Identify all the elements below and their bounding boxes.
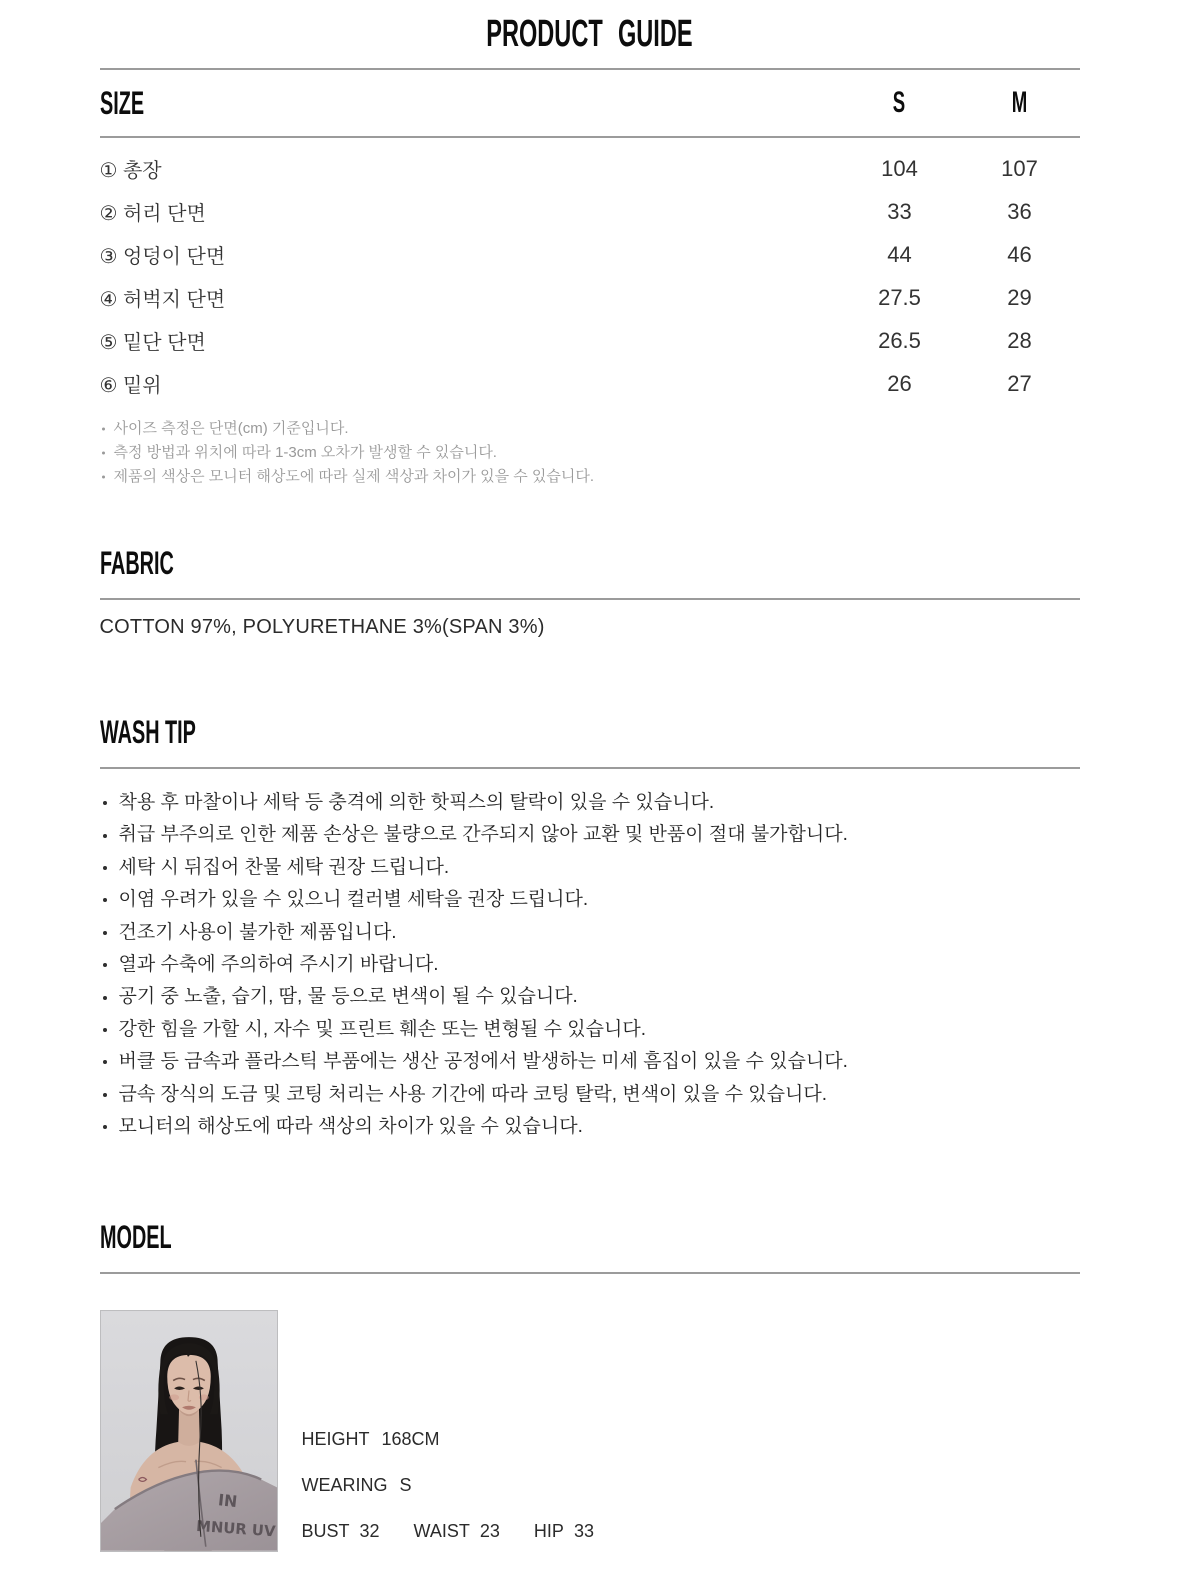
fabric-section-heading: FABRIC [99, 545, 174, 581]
size-value-m: 36 [1007, 198, 1032, 224]
size-row-label: ④ 허벅지 단면 [99, 289, 226, 311]
fabric-composition: COTTON 97%, POLYURETHANE 3%(SPAN 3%) [99, 616, 545, 638]
size-value-s: 33 [887, 198, 912, 224]
fabric-section [100, 545, 1080, 640]
table-row [100, 190, 1080, 233]
table-row [100, 147, 1080, 190]
wash-tip-item: 금속 장식의 도금 및 코팅 처리는 사용 기간에 따라 코팅 탈락, 변색이 있을 수 있습니다. [100, 1079, 1080, 1111]
wash-tip-list [100, 787, 1080, 1143]
size-row-label: ③ 엉덩이 단면 [99, 246, 226, 268]
model-wearing-label: WEARING [301, 1475, 388, 1496]
size-row-label: ① 총장 [99, 160, 162, 182]
wash-tip-section [100, 714, 1080, 1143]
wash-tip-item: 세탁 시 뒤집어 찬물 세탁 권장 드립니다. [100, 852, 1080, 884]
divider [100, 767, 1080, 769]
wash-tip-item: 이염 우려가 있을 수 있으니 컬러별 세탁을 권장 드립니다. [100, 884, 1080, 916]
wash-tip-item: 강한 힘을 가할 시, 자수 및 프린트 훼손 또는 변형될 수 있습니다. [100, 1014, 1080, 1046]
size-value-s: 27.5 [878, 284, 921, 310]
size-row-label: ② 허리 단면 [99, 203, 206, 225]
size-value-s: 44 [887, 241, 912, 267]
size-table-header [100, 70, 1080, 136]
table-row [100, 276, 1080, 319]
svg-text:IN: IN [216, 1490, 238, 1512]
model-height-value: 168CM [381, 1429, 440, 1450]
model-section [100, 1219, 1080, 1552]
model-wearing [302, 1476, 594, 1494]
wash-tip-item: 착용 후 마찰이나 세탁 등 충격에 의한 핫픽스의 탈락이 있을 수 있습니다. [100, 787, 1080, 819]
page-title: PRODUCT GUIDE [486, 13, 693, 55]
size-value-m: 46 [1007, 241, 1032, 267]
size-row-label: ⑥ 밑위 [99, 375, 162, 397]
model-photo [100, 1310, 278, 1552]
table-row [100, 233, 1080, 276]
wash-tip-item: 버클 등 금속과 플라스틱 부품에는 생산 공정에서 발생하는 미세 흠집이 있을 수 있습니다. [100, 1046, 1080, 1078]
size-note: 측정 방법과 위치에 따라 1-3cm 오차가 발생할 수 있습니다. [100, 441, 1080, 465]
size-column-m: M [1011, 86, 1028, 119]
divider [100, 598, 1080, 600]
model-height [302, 1430, 594, 1448]
wash-tip-item: 건조기 사용이 불가한 제품입니다. [100, 917, 1080, 949]
svg-text:MNUR UV: MNUR UV [195, 1518, 276, 1541]
model-info [302, 1310, 594, 1552]
wash-tip-section-heading: WASH TIP [99, 714, 196, 750]
size-table [100, 138, 1080, 405]
size-value-m: 28 [1007, 327, 1032, 353]
size-value-m: 27 [1007, 370, 1032, 396]
model-wearing-value: S [399, 1475, 412, 1496]
size-value-m: 29 [1007, 284, 1032, 310]
size-value-s: 26.5 [878, 327, 921, 353]
model-portrait-illustration [101, 1311, 277, 1551]
size-row-label: ⑤ 밑단 단면 [99, 332, 206, 354]
size-notes [100, 417, 1080, 489]
size-note: 제품의 색상은 모니터 해상도에 따라 실제 색상과 차이가 있을 수 있습니다. [100, 465, 1080, 489]
size-section-heading: SIZE [99, 84, 144, 121]
size-value-s: 26 [887, 370, 912, 396]
model-section-heading: MODEL [99, 1219, 172, 1256]
size-value-m: 107 [1001, 155, 1038, 181]
size-note: 사이즈 측정은 단면(cm) 기준입니다. [100, 417, 1080, 441]
model-height-label: HEIGHT [301, 1429, 370, 1450]
table-row [100, 362, 1080, 405]
wash-tip-item: 취급 부주의로 인한 제품 손상은 불량으로 간주되지 않아 교환 및 반품이 절대 불가합니다. [100, 819, 1080, 851]
model-hip: HIP 33 [533, 1521, 594, 1542]
wash-tip-item: 공기 중 노출, 습기, 땀, 물 등으로 변색이 될 수 있습니다. [100, 981, 1080, 1013]
size-value-s: 104 [881, 155, 918, 181]
wash-tip-item: 열과 수축에 주의하여 주시기 바랍니다. [100, 949, 1080, 981]
divider [100, 1272, 1080, 1274]
table-row [100, 319, 1080, 362]
wash-tip-item: 모니터의 해상도에 따라 색상의 차이가 있을 수 있습니다. [100, 1111, 1080, 1143]
size-column-s: S [893, 86, 906, 119]
model-measurements [302, 1522, 594, 1540]
model-bust: BUST 32 [301, 1521, 380, 1542]
model-waist: WAIST 23 [413, 1521, 500, 1542]
